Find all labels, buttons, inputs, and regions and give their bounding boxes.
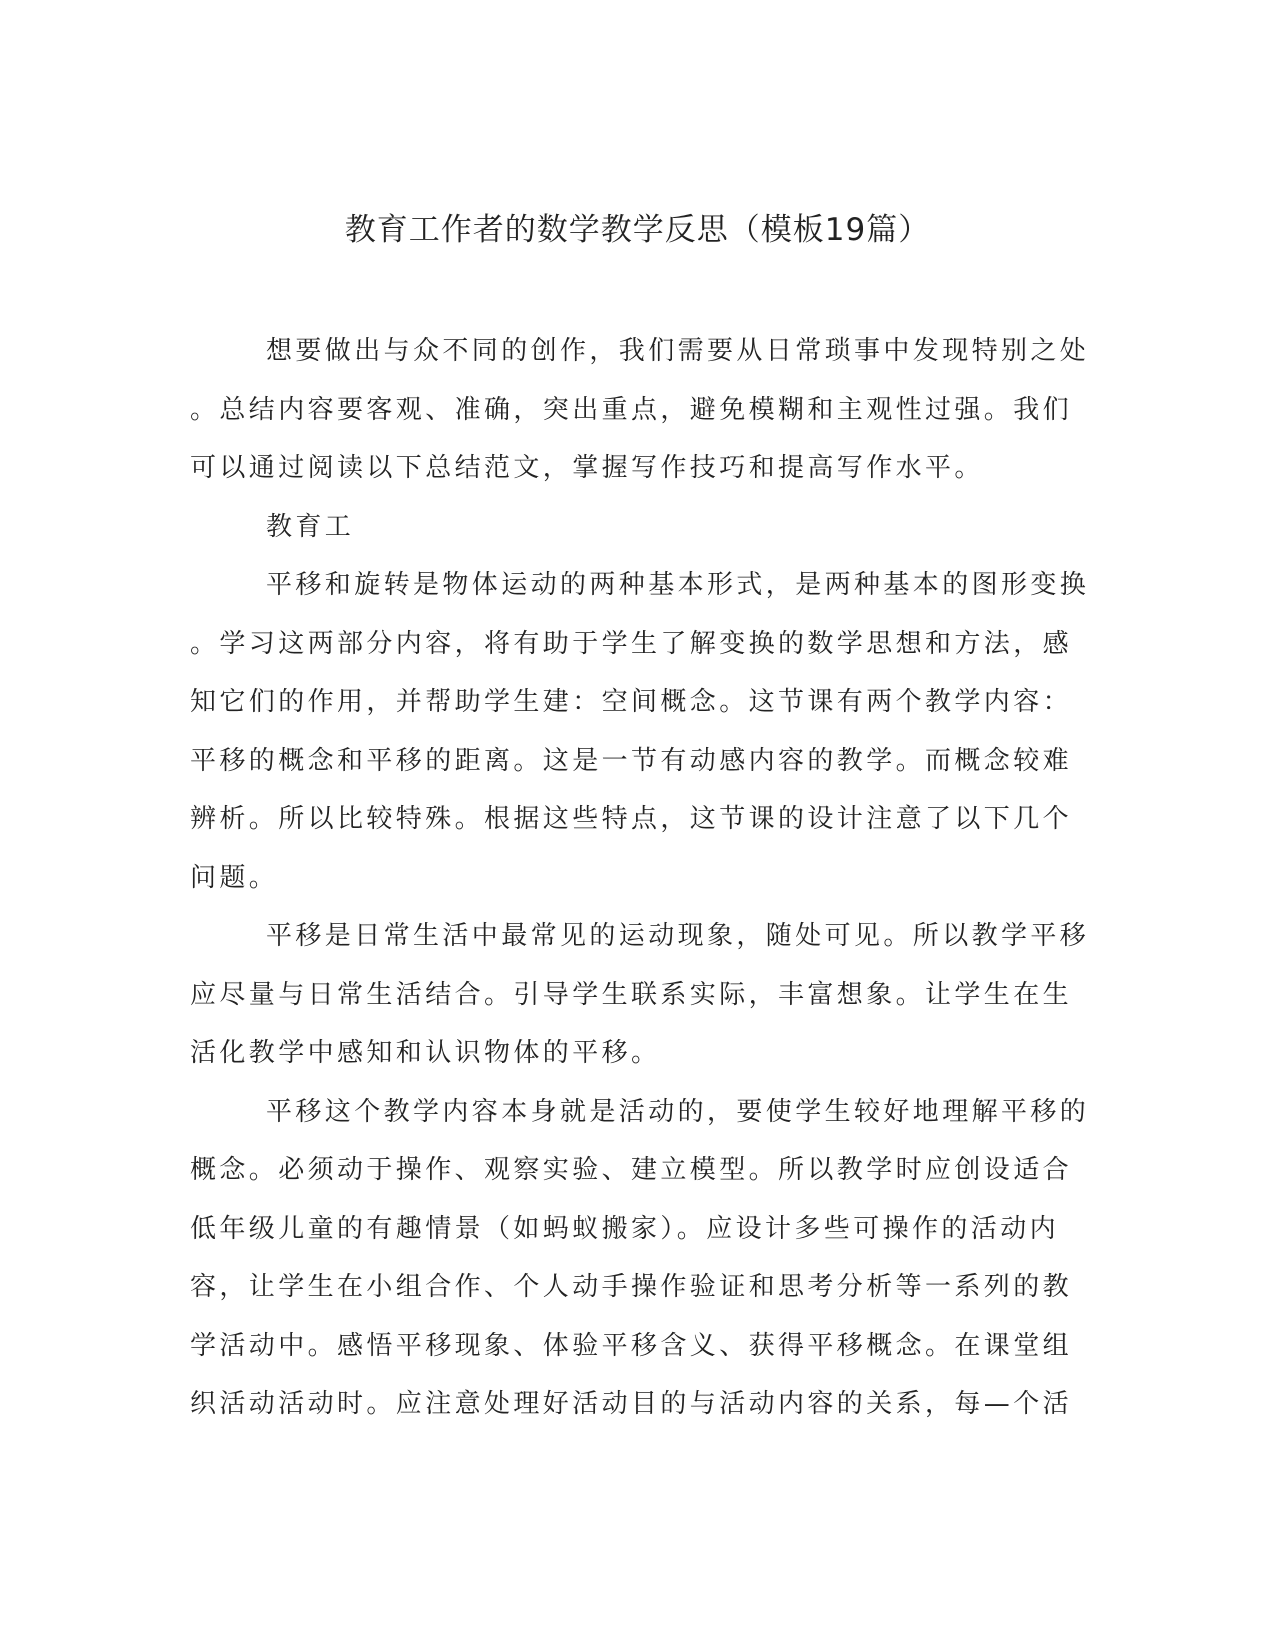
paragraph-line: 学活动中。感悟平移现象、体验平移含义、获得平移概念。在课堂组 — [190, 1330, 1073, 1361]
paragraph-line: 概念。必须动于操作、观察实验、建立模型。所以教学时应创设适合 — [190, 1155, 1073, 1185]
paragraph-line: 。学习这两部分内容，将有助于学生了解变换的数学思想和方法，感 — [190, 628, 1073, 659]
paragraph-line: 可以通过阅读以下总结范文，掌握写作技巧和提高写作水平。 — [190, 453, 984, 483]
paragraph-line: 问题。 — [190, 862, 279, 893]
paragraph-line: 平移和旋转是物体运动的两种基本形式，是两种基本的图形变换 — [266, 570, 1090, 600]
paragraph-line: 。总结内容要客观、准确，突出重点，避免模糊和主观性过强。我们 — [190, 394, 1073, 425]
paragraph-line: 辨析。所以比较特殊。根据这些特点，这节课的设计注意了以下几个 — [190, 804, 1073, 834]
paragraph-line: 织活动活动时。应注意处理好活动目的与活动内容的关系，每—个活 — [190, 1389, 1073, 1419]
paragraph-line: 容，让学生在小组合作、个人动手操作验证和思考分析等一系列的教 — [190, 1272, 1073, 1302]
paragraph-translation-rotation — [190, 556, 1090, 907]
paragraph-daily-life — [190, 907, 1090, 1083]
paragraph-line: 知它们的作用，并帮助学生建：空间概念。这节课有两个教学内容： — [190, 687, 1073, 717]
paragraph-line: 平移这个教学内容本身就是活动的，要使学生较好地理解平移的 — [266, 1096, 1090, 1127]
paragraph-line: 教育工 — [266, 511, 355, 542]
document-body — [190, 322, 1090, 1434]
paragraph-line: 应尽量与日常生活结合。引导学生联系实际，丰富想象。让学生在生 — [190, 979, 1073, 1010]
paragraph-line: 想要做出与众不同的创作，我们需要从日常琐事中发现特别之处 — [266, 336, 1090, 366]
document-title: 教育工作者的数学教学反思（模板19篇） — [344, 212, 931, 248]
paragraph-line: 平移的概念和平移的距离。这是一节有动感内容的教学。而概念较难 — [190, 745, 1073, 776]
paragraph-line: 平移是日常生活中最常见的运动现象，随处可见。所以教学平移 — [266, 921, 1090, 951]
paragraph-heading — [190, 498, 1085, 557]
paragraph-line: 活化教学中感知和认识物体的平移。 — [190, 1038, 661, 1068]
paragraph-activities — [190, 1083, 1090, 1434]
paragraph-intro — [190, 322, 1090, 498]
paragraph-line: 低年级儿童的有趣情景（如蚂蚁搬家）。应设计多些可操作的活动内 — [190, 1213, 1060, 1244]
